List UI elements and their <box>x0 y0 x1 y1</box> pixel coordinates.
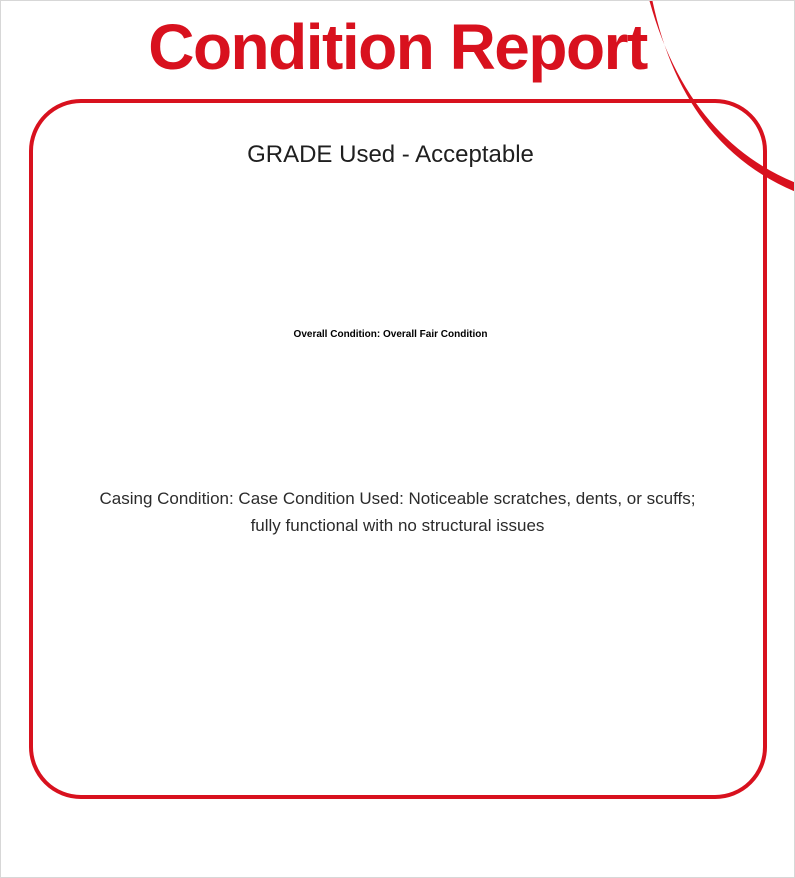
casing-condition-text: Casing Condition: Case Condition Used: Noticeable scratches, dents, or scuffs; fully functional with no structural issues <box>99 489 696 535</box>
grade-heading: GRADE Used - Acceptable <box>247 141 534 168</box>
overall-condition-text: Overall Condition: Overall Fair Condition <box>293 329 488 340</box>
report-frame-border <box>29 99 767 799</box>
page-title: Condition Report <box>148 11 647 83</box>
